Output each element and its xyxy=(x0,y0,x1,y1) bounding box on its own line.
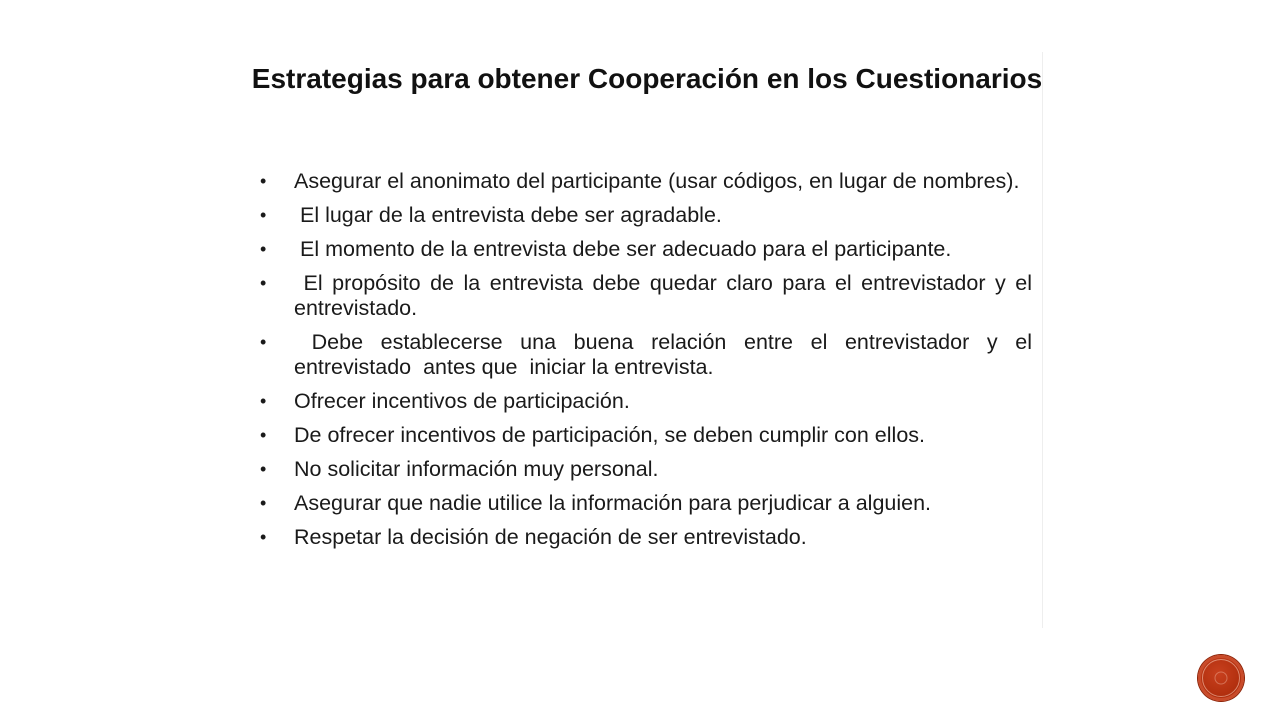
bullet-icon: • xyxy=(260,273,267,293)
list-item xyxy=(260,389,1032,414)
bullet-icon: • xyxy=(260,459,267,479)
list-item xyxy=(260,330,1038,380)
list-item-text: Ofrecer incentivos de participación. xyxy=(294,389,630,413)
list-item-text: Asegurar el anonimato del participante (usar códigos, en lugar de nombres). xyxy=(294,169,1020,193)
list-item xyxy=(260,271,1038,321)
bullet-icon: • xyxy=(260,239,267,259)
list-item xyxy=(260,203,1032,228)
bullet-icon: • xyxy=(260,332,267,352)
list-item xyxy=(260,457,1032,482)
bullet-icon: • xyxy=(260,425,267,445)
list-item xyxy=(260,237,1032,262)
list-item xyxy=(260,423,1032,448)
slide-content-image xyxy=(240,52,1043,628)
list-item-text: El propósito de la entrevista debe quedar claro para el entrevistador y el entrevistado. xyxy=(294,271,1038,320)
list-item-text: De ofrecer incentivos de participación, se deben cumplir con ellos. xyxy=(294,423,925,447)
bullet-list xyxy=(260,169,1038,559)
bullet-icon: • xyxy=(260,171,267,191)
bullet-icon: • xyxy=(260,493,267,513)
list-item xyxy=(260,525,1032,550)
slide-navigation-button[interactable] xyxy=(1198,655,1244,701)
bullet-icon: • xyxy=(260,205,267,225)
list-item-text: Respetar la decisión de negación de ser entrevistado. xyxy=(294,525,807,549)
list-item xyxy=(260,491,1032,516)
slide-title: Estrategias para obtener Cooperación en los Cuestionarios xyxy=(251,63,1043,94)
list-item-text: El momento de la entrevista debe ser adecuado para el participante. xyxy=(294,237,952,261)
list-item-text: Debe establecerse una buena relación entre el entrevistador y el entrevistado antes que iniciar la entrevista. xyxy=(294,330,1038,379)
list-item xyxy=(260,169,1032,194)
list-item-text: El lugar de la entrevista debe ser agradable. xyxy=(294,203,722,227)
bullet-icon: • xyxy=(260,391,267,411)
bullet-icon: • xyxy=(260,527,267,547)
slide-navigation-icon xyxy=(1213,670,1229,686)
list-item-text: No solicitar información muy personal. xyxy=(294,457,659,481)
list-item-text: Asegurar que nadie utilice la información para perjudicar a alguien. xyxy=(294,491,932,515)
